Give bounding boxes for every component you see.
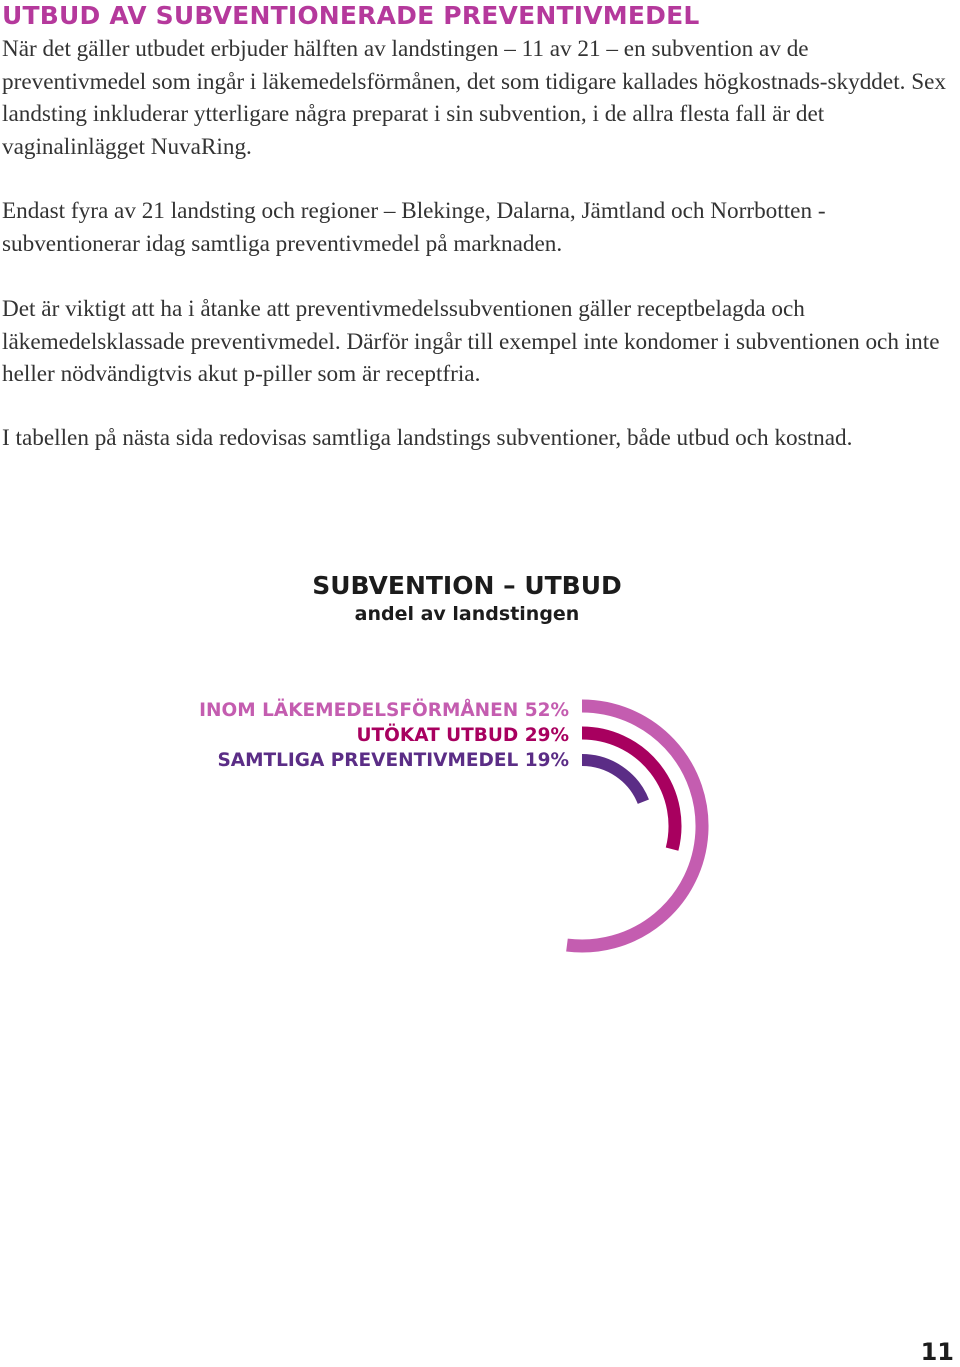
arc-series-2 (582, 733, 675, 849)
page-number: 11 (920, 1338, 954, 1366)
chart-title: SUBVENTION – UTBUD (312, 571, 622, 600)
series-label-3: SAMTLIGA PREVENTIVMEDEL 19% (217, 750, 569, 771)
paragraph-3: Det är viktigt att ha i åtanke att preventivmedelssubventionen gäller receptbelagda och läkemedelsklassade preventivmedel. Därför ingår till exempel inte kondomer i subventionen och inte heller nödvändigtvis akut p-piller som är receptfria. (2, 296, 940, 387)
paragraph-2: Endast fyra av 21 landsting och regioner – Blekinge, Dalarna, Jämtland och Norrbotten - subventionerar idag samtliga preventivmedel på marknaden. (2, 198, 826, 257)
section-heading: UTBUD AV SUBVENTIONERADE PREVENTIVMEDEL (2, 1, 700, 30)
arc-series-3 (582, 760, 643, 802)
paragraph-1: När det gäller utbudet erbjuder hälften av landstingen – 11 av 21 – en subvention av de preventivmedel som ingår i läkemedelsförmånen, det som tidigare kallades högkostnads-skyddet. Sex landsting inkluderar ytterligare några preparat i sin subvention, i de allra flesta fall är det vaginalinlägget NuvaRing. (2, 36, 947, 160)
paragraph-4: I tabellen på nästa sida redovisas samtliga landstings subventioner, både utbud och kostnad. (2, 425, 853, 451)
series-label-1: INOM LÄKEMEDELSFÖRMÅNEN 52% (199, 700, 569, 721)
series-label-2: UTÖKAT UTBUD 29% (356, 725, 569, 746)
chart-subtitle: andel av landstingen (354, 603, 580, 625)
